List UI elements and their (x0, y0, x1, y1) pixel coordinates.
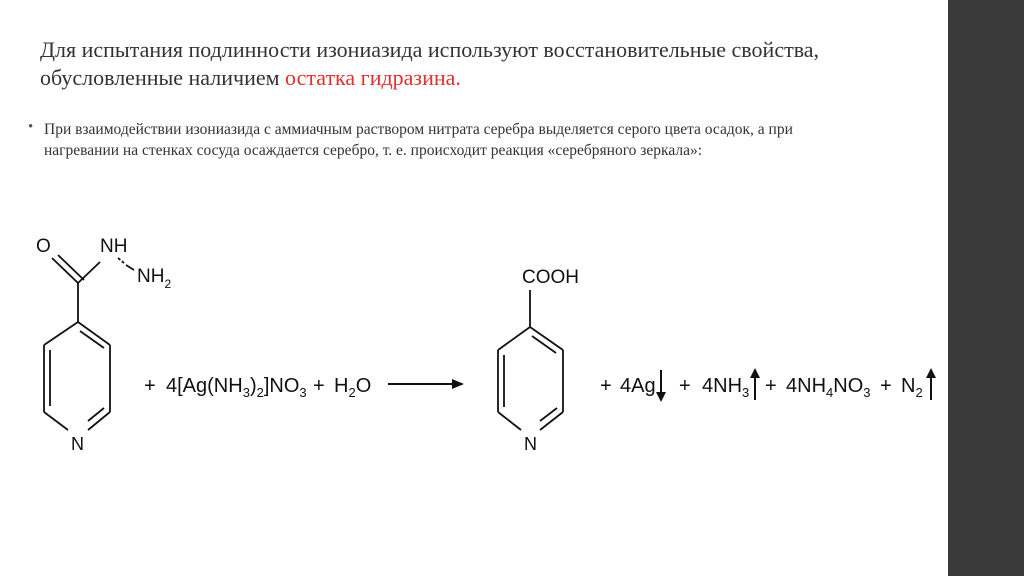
formula-sub-b: 2 (256, 385, 264, 400)
water-h: H (334, 375, 349, 397)
plus-sign-2: + (313, 375, 325, 397)
precipitate-down-arrow-icon (656, 370, 666, 402)
water-o: O (355, 375, 372, 397)
ammonia-main: 4NH (702, 375, 743, 397)
ammonium-part-b: NO (833, 375, 864, 397)
gas-up-arrow-icon-1 (750, 368, 760, 400)
cooh-label: COOH (522, 267, 579, 288)
ammonia-sub: 3 (742, 385, 750, 400)
silver-formula: 4Ag (620, 375, 656, 397)
ammonium-part-a: 4NH (786, 375, 827, 397)
water-formula (334, 375, 371, 400)
formula-part-a: 4[Ag(NH (166, 375, 243, 397)
product-ring-nitrogen: N (524, 434, 537, 454)
plus-sign-4: + (679, 375, 691, 397)
formula-sub-c: 3 (299, 385, 307, 400)
title-highlight: остатка гидразина. (285, 65, 461, 90)
formula-sub-a: 3 (242, 385, 250, 400)
sidebar-panel (948, 0, 1024, 576)
title-main: Для испытания подлинности изониазида используют восстановительные свойства, обусловленные наличием (40, 37, 820, 90)
silver-complex-formula (166, 375, 307, 400)
nitrogen-formula (901, 375, 923, 400)
plus-sign-6: + (880, 375, 892, 397)
gas-up-arrow-icon-2 (926, 368, 936, 400)
ammonium-sub-4: 4 (826, 385, 834, 400)
plus-sign-5: + (765, 375, 777, 397)
nitrogen-main: N (901, 375, 916, 397)
nitrogen-sub: 2 (915, 385, 923, 400)
formula-part-b: ) (249, 375, 257, 397)
plus-sign-1: + (144, 375, 156, 397)
oxygen-label: O (36, 236, 51, 257)
ammonium-sub-3: 3 (863, 385, 871, 400)
bullet-dot-icon: • (28, 119, 34, 135)
nh2-main: NH (137, 266, 165, 287)
reactant-ring-nitrogen: N (71, 434, 84, 454)
isonicotinic-acid-structure (498, 290, 563, 430)
isoniazid-structure (44, 255, 134, 430)
nh2-subscript: 2 (164, 277, 172, 291)
water-sub: 2 (348, 385, 356, 400)
ammonium-nitrate-formula (786, 375, 870, 400)
nh-label: NH (100, 236, 128, 257)
formula-part-c: ]NO (263, 375, 300, 397)
bullet-text: При взаимодействии изониазида с аммиачным раствором нитрата серебра выделяется серого цвета осадок, а при нагревании на стенках сосуда осаждается серебро, т. е. происходит реакция «серебряного зеркала»: (44, 121, 793, 159)
plus-sign-3: + (600, 375, 612, 397)
reaction-arrow-icon (388, 379, 464, 389)
ammonia-formula (702, 375, 749, 400)
nh2-label (137, 266, 171, 291)
